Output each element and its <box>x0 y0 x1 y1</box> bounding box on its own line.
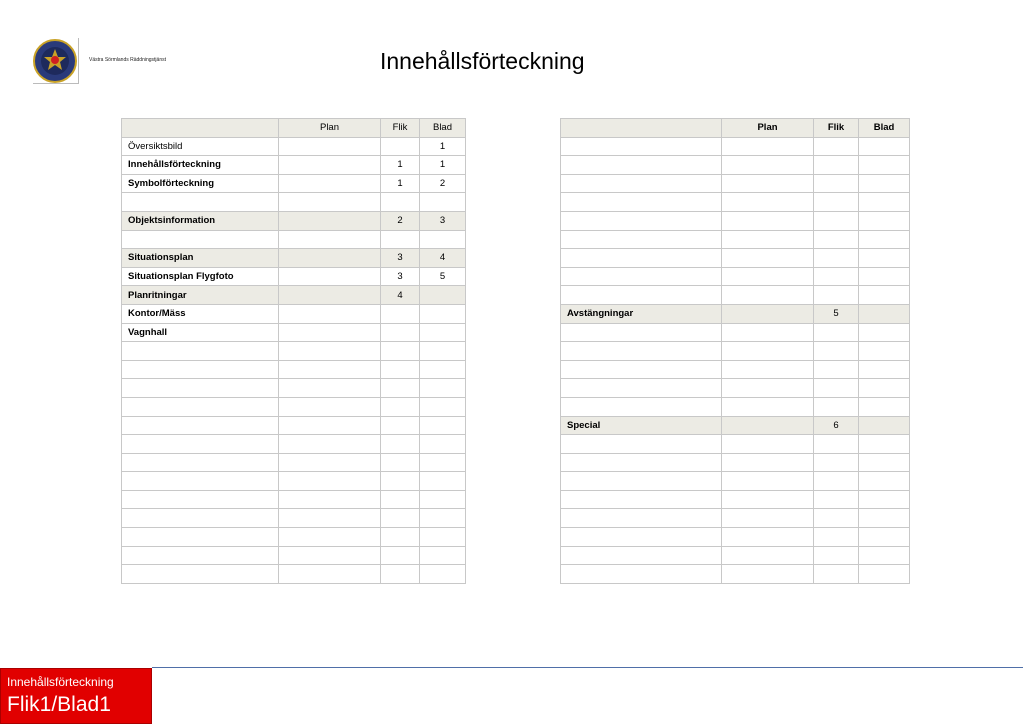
cell-label <box>561 230 722 249</box>
table-row <box>122 379 466 398</box>
cell-label <box>561 342 722 361</box>
cell-label <box>561 193 722 212</box>
cell-label: Avstängningar <box>561 304 722 323</box>
cell-label <box>561 565 722 584</box>
table-row <box>561 397 910 416</box>
cell-plan <box>722 342 814 361</box>
cell-label <box>122 509 279 528</box>
column-header: Flik <box>814 119 859 138</box>
cell-flik <box>381 230 420 249</box>
cell-blad <box>420 546 466 565</box>
cell-plan <box>722 137 814 156</box>
cell-label <box>122 416 279 435</box>
cell-flik <box>381 360 420 379</box>
cell-blad <box>859 490 910 509</box>
cell-blad <box>859 249 910 268</box>
cell-label: Vagnhall <box>122 323 279 342</box>
cell-label <box>122 342 279 361</box>
cell-blad: 4 <box>420 249 466 268</box>
cell-plan <box>279 546 381 565</box>
cell-flik: 3 <box>381 267 420 286</box>
cell-flik: 1 <box>381 174 420 193</box>
cell-blad <box>420 304 466 323</box>
column-header <box>122 119 279 138</box>
cell-label <box>122 379 279 398</box>
table-row <box>561 379 910 398</box>
table-header-row <box>122 119 466 138</box>
table-row <box>122 490 466 509</box>
cell-flik <box>814 472 859 491</box>
cell-plan <box>722 323 814 342</box>
cell-plan <box>722 379 814 398</box>
cell-blad <box>420 230 466 249</box>
cell-plan <box>722 509 814 528</box>
column-header: Blad <box>420 119 466 138</box>
cell-blad <box>859 137 910 156</box>
cell-label <box>122 360 279 379</box>
cell-plan <box>722 193 814 212</box>
cell-flik <box>381 565 420 584</box>
left-toc-table <box>121 118 466 584</box>
cell-label <box>561 286 722 305</box>
cell-blad <box>859 193 910 212</box>
cell-plan <box>279 416 381 435</box>
table-row <box>122 397 466 416</box>
table-row <box>561 509 910 528</box>
cell-blad <box>859 397 910 416</box>
cell-label: Kontor/Mäss <box>122 304 279 323</box>
cell-label <box>122 397 279 416</box>
cell-flik <box>814 342 859 361</box>
cell-plan <box>279 435 381 454</box>
cell-label: Översiktsbild <box>122 137 279 156</box>
table-row <box>561 193 910 212</box>
table-row <box>122 249 466 268</box>
cell-label: Special <box>561 416 722 435</box>
cell-plan <box>722 397 814 416</box>
cell-flik <box>381 323 420 342</box>
cell-label <box>561 360 722 379</box>
cell-label <box>561 472 722 491</box>
cell-blad <box>420 528 466 547</box>
table-row <box>122 546 466 565</box>
table-row <box>122 230 466 249</box>
cell-flik <box>814 193 859 212</box>
cell-blad <box>420 379 466 398</box>
fire-service-emblem-icon <box>32 38 78 84</box>
cell-blad <box>859 174 910 193</box>
column-header: Plan <box>722 119 814 138</box>
cell-flik <box>814 453 859 472</box>
cell-plan <box>279 323 381 342</box>
cell-blad <box>859 267 910 286</box>
cell-flik <box>381 304 420 323</box>
cell-blad <box>420 416 466 435</box>
cell-label <box>561 435 722 454</box>
table-row <box>122 528 466 547</box>
section-tab <box>0 668 152 724</box>
table-row <box>122 342 466 361</box>
cell-label <box>561 323 722 342</box>
cell-blad <box>859 379 910 398</box>
cell-label <box>122 528 279 547</box>
cell-label: Symbolförteckning <box>122 174 279 193</box>
table-row <box>561 342 910 361</box>
table-row <box>122 435 466 454</box>
cell-blad <box>859 342 910 361</box>
cell-label <box>561 453 722 472</box>
cell-blad <box>420 286 466 305</box>
cell-label <box>561 490 722 509</box>
cell-label <box>561 211 722 230</box>
cell-label: Situationsplan Flygfoto <box>122 267 279 286</box>
cell-blad <box>420 193 466 212</box>
cell-label <box>122 230 279 249</box>
cell-blad <box>420 397 466 416</box>
cell-blad <box>420 565 466 584</box>
cell-flik: 2 <box>381 211 420 230</box>
cell-flik <box>381 416 420 435</box>
cell-label: Innehållsförteckning <box>122 156 279 175</box>
cell-label <box>122 490 279 509</box>
table-row <box>561 490 910 509</box>
cell-label <box>561 267 722 286</box>
cell-blad <box>859 472 910 491</box>
cell-flik <box>814 565 859 584</box>
cell-blad: 1 <box>420 137 466 156</box>
table-row <box>122 137 466 156</box>
cell-flik <box>381 379 420 398</box>
cell-label: Objektsinformation <box>122 211 279 230</box>
cell-plan <box>722 249 814 268</box>
cell-flik <box>381 342 420 361</box>
cell-blad <box>420 490 466 509</box>
cell-flik <box>814 174 859 193</box>
column-header: Flik <box>381 119 420 138</box>
section-tab-label: Innehållsförteckning <box>7 675 114 689</box>
cell-flik <box>814 323 859 342</box>
table-row <box>561 249 910 268</box>
cell-plan <box>722 453 814 472</box>
cell-flik <box>381 490 420 509</box>
cell-flik <box>814 509 859 528</box>
cell-blad: 3 <box>420 211 466 230</box>
table-row <box>561 546 910 565</box>
cell-plan <box>279 565 381 584</box>
cell-blad <box>420 472 466 491</box>
cell-plan <box>722 211 814 230</box>
cell-flik <box>381 546 420 565</box>
cell-plan <box>279 267 381 286</box>
cell-blad <box>859 509 910 528</box>
cell-plan <box>722 416 814 435</box>
cell-plan <box>722 267 814 286</box>
cell-plan <box>279 137 381 156</box>
table-row <box>561 435 910 454</box>
table-row <box>122 156 466 175</box>
table-row <box>122 453 466 472</box>
table-row <box>561 137 910 156</box>
cell-flik <box>381 509 420 528</box>
table-row <box>122 416 466 435</box>
table-header-row <box>561 119 910 138</box>
table-row <box>122 267 466 286</box>
organization-name: Västra Sörmlands Räddningstjänst <box>89 57 166 63</box>
cell-flik <box>381 397 420 416</box>
cell-plan <box>279 156 381 175</box>
cell-blad: 1 <box>420 156 466 175</box>
cell-plan <box>722 565 814 584</box>
cell-plan <box>722 546 814 565</box>
cell-plan <box>722 304 814 323</box>
cell-flik <box>814 546 859 565</box>
cell-blad <box>859 211 910 230</box>
cell-flik <box>814 490 859 509</box>
cell-blad <box>859 286 910 305</box>
page-title: Innehållsförteckning <box>380 48 585 74</box>
cell-plan <box>279 453 381 472</box>
cell-plan <box>279 249 381 268</box>
cell-blad <box>420 453 466 472</box>
table-row <box>122 509 466 528</box>
cell-label <box>561 249 722 268</box>
cell-flik <box>814 360 859 379</box>
cell-blad <box>859 546 910 565</box>
cell-plan <box>722 156 814 175</box>
table-row <box>561 230 910 249</box>
cell-label <box>122 546 279 565</box>
cell-flik: 5 <box>814 304 859 323</box>
cell-flik <box>814 230 859 249</box>
cell-flik <box>814 156 859 175</box>
cell-label <box>122 565 279 584</box>
cell-label <box>561 174 722 193</box>
cell-label <box>561 528 722 547</box>
cell-label: Planritningar <box>122 286 279 305</box>
cell-blad <box>420 509 466 528</box>
cell-flik: 3 <box>381 249 420 268</box>
cell-blad <box>859 230 910 249</box>
table-row <box>561 528 910 547</box>
cell-blad: 5 <box>420 267 466 286</box>
cell-flik <box>381 435 420 454</box>
cell-flik <box>814 397 859 416</box>
cell-blad <box>859 435 910 454</box>
cell-blad <box>859 156 910 175</box>
cell-plan <box>279 509 381 528</box>
cell-plan <box>279 528 381 547</box>
cell-flik <box>814 267 859 286</box>
cell-label <box>561 546 722 565</box>
cell-flik <box>381 137 420 156</box>
cell-plan <box>279 397 381 416</box>
section-tab-page: Flik1/Blad1 <box>7 693 111 716</box>
cell-plan <box>279 360 381 379</box>
cell-flik <box>814 211 859 230</box>
cell-label <box>561 137 722 156</box>
cell-blad <box>859 528 910 547</box>
cell-plan <box>722 472 814 491</box>
cell-blad <box>420 323 466 342</box>
cell-label <box>122 193 279 212</box>
cell-plan <box>722 360 814 379</box>
cell-flik <box>814 249 859 268</box>
cell-flik: 6 <box>814 416 859 435</box>
cell-plan <box>279 490 381 509</box>
cell-plan <box>279 174 381 193</box>
column-header: Plan <box>279 119 381 138</box>
cell-plan <box>279 304 381 323</box>
cell-flik: 1 <box>381 156 420 175</box>
cell-flik <box>381 453 420 472</box>
cell-blad <box>420 360 466 379</box>
table-row <box>561 304 910 323</box>
table-row <box>122 360 466 379</box>
table-row <box>122 323 466 342</box>
cell-label <box>561 156 722 175</box>
cell-flik <box>814 286 859 305</box>
cell-label <box>561 379 722 398</box>
table-row <box>122 286 466 305</box>
cell-flik <box>814 379 859 398</box>
table-row <box>561 267 910 286</box>
cell-label <box>122 453 279 472</box>
table-row <box>561 360 910 379</box>
cell-blad <box>859 453 910 472</box>
cell-plan <box>722 230 814 249</box>
cell-blad <box>859 416 910 435</box>
cell-label: Situationsplan <box>122 249 279 268</box>
table-row <box>561 174 910 193</box>
cell-plan <box>279 286 381 305</box>
table-row <box>122 304 466 323</box>
cell-label <box>122 435 279 454</box>
cell-label <box>122 472 279 491</box>
table-row <box>561 472 910 491</box>
cell-flik <box>381 528 420 547</box>
cell-blad <box>859 304 910 323</box>
column-header <box>561 119 722 138</box>
cell-flik <box>814 528 859 547</box>
cell-plan <box>722 174 814 193</box>
table-row <box>561 453 910 472</box>
cell-blad <box>859 323 910 342</box>
footer-divider <box>152 667 1023 668</box>
cell-plan <box>279 379 381 398</box>
table-row <box>561 286 910 305</box>
cell-flik <box>381 193 420 212</box>
table-row <box>122 472 466 491</box>
cell-plan <box>722 286 814 305</box>
table-row <box>122 193 466 212</box>
right-toc-table <box>560 118 910 584</box>
cell-plan <box>279 230 381 249</box>
table-row <box>122 174 466 193</box>
table-row <box>561 211 910 230</box>
table-row <box>122 565 466 584</box>
cell-plan <box>279 472 381 491</box>
cell-blad <box>859 360 910 379</box>
cell-flik <box>814 435 859 454</box>
table-row <box>561 156 910 175</box>
column-header: Blad <box>859 119 910 138</box>
table-row <box>561 416 910 435</box>
cell-plan <box>722 435 814 454</box>
cell-label <box>561 397 722 416</box>
cell-blad: 2 <box>420 174 466 193</box>
cell-label <box>561 509 722 528</box>
cell-plan <box>722 490 814 509</box>
table-row <box>561 323 910 342</box>
cell-plan <box>279 211 381 230</box>
cell-plan <box>279 342 381 361</box>
cell-plan <box>722 528 814 547</box>
cell-flik: 4 <box>381 286 420 305</box>
table-row <box>122 211 466 230</box>
cell-blad <box>420 342 466 361</box>
cell-flik <box>814 137 859 156</box>
cell-blad <box>420 435 466 454</box>
cell-flik <box>381 472 420 491</box>
cell-blad <box>859 565 910 584</box>
cell-plan <box>279 193 381 212</box>
table-row <box>561 565 910 584</box>
